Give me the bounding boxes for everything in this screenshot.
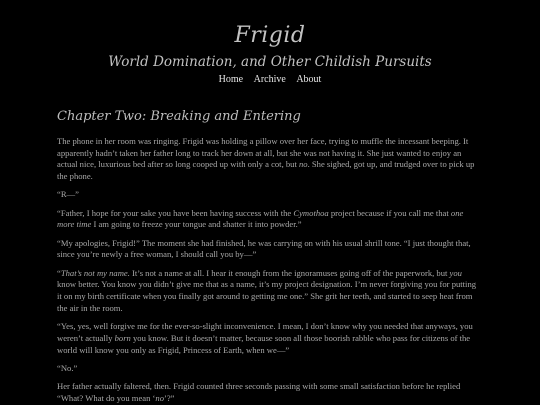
- paragraph-text: “My apologies, Frigid!” The moment she had finished, he was carrying on with his usual shrill tone. “I just thought that, since you’re newly a free woman, I should call you by—”: [57, 237, 471, 260]
- paragraph-text: “No.”: [57, 362, 78, 373]
- nav-link-home[interactable]: Home: [218, 74, 244, 85]
- emphasis-text: no: [299, 159, 308, 170]
- story-content: [57, 108, 482, 405]
- emphasis-text: you: [449, 267, 462, 278]
- nav-link-archive[interactable]: Archive: [253, 74, 286, 85]
- emphasis-text: one more time: [57, 207, 464, 230]
- paragraph-text: “Yes, yes, well forgive me for the ever-so-slight inconvenience. I mean, I don’t know why you needed that anyways, you weren’t actually: [57, 321, 473, 343]
- story-paragraph: [57, 381, 482, 404]
- story-paragraph: [57, 238, 482, 261]
- nav-link-about[interactable]: About: [296, 74, 322, 85]
- story-paragraph: [57, 363, 482, 375]
- paragraph-text: I am going to freeze your tongue and shatter it into powder.”: [91, 219, 302, 230]
- story-paragraph: [57, 136, 482, 183]
- emphasis-text: born: [114, 332, 131, 343]
- story-paragraph: [57, 268, 482, 315]
- paragraph-text: Her father actually faltered, then. Frigid counted three seconds passing with some small satisfaction before he replied “What? What do you mean ‘: [57, 381, 461, 403]
- story-paragraph: [57, 189, 482, 201]
- site-subtitle: World Domination, and Other Childish Pursuits: [108, 54, 432, 70]
- paragraph-text: It’s not a name at all. I hear it enough from the ignoramuses going off of the paperwork, but: [129, 267, 450, 278]
- story-paragraph: [57, 321, 482, 356]
- story-body: [57, 136, 482, 405]
- paragraph-text: ’?”: [164, 392, 175, 403]
- paragraph-text: know better. You know you didn’t give me that as a name, it’s my project designation. I’m never forgiving you for putting it on my birth certificate when you finally got around to getting me one.” She grit her teeth, and started to seep heat from the air in the room.: [57, 279, 477, 313]
- emphasis-text: no: [155, 392, 164, 403]
- paragraph-text: “R—”: [57, 189, 79, 200]
- emphasis-text: Cymothoa: [293, 207, 329, 218]
- paragraph-text: project because if you call me that: [328, 207, 451, 218]
- paragraph-text: “Father, I hope for your sake you have been having success with the: [57, 207, 294, 218]
- main-nav: [0, 73, 540, 87]
- site-title[interactable]: Frigid: [234, 23, 306, 48]
- chapter-title: Chapter Two: Breaking and Entering: [57, 109, 301, 124]
- story-paragraph: [57, 208, 482, 231]
- paragraph-text: The phone in her room was ringing. Frigid was holding a pillow over her face, trying to muffle the incessant beeping. It apparently hadn’t taken her father long to track her down at all, but she was not having it. She just wanted to enjoy an actual nice, luxurious bed after so long cooped up with only a cot, but: [57, 136, 469, 170]
- emphasis-text: That’s not my name.: [60, 267, 130, 278]
- paragraph-text: . She sighed, got up, and trudged over to pick up the phone.: [57, 159, 475, 182]
- paragraph-text: you know. But it doesn’t matter, because soon all those boorish rabble who pass for citizens of the world will know you only as Frigid, Princess of Earth, when we—”: [57, 332, 471, 355]
- paragraph-text: “: [57, 267, 61, 278]
